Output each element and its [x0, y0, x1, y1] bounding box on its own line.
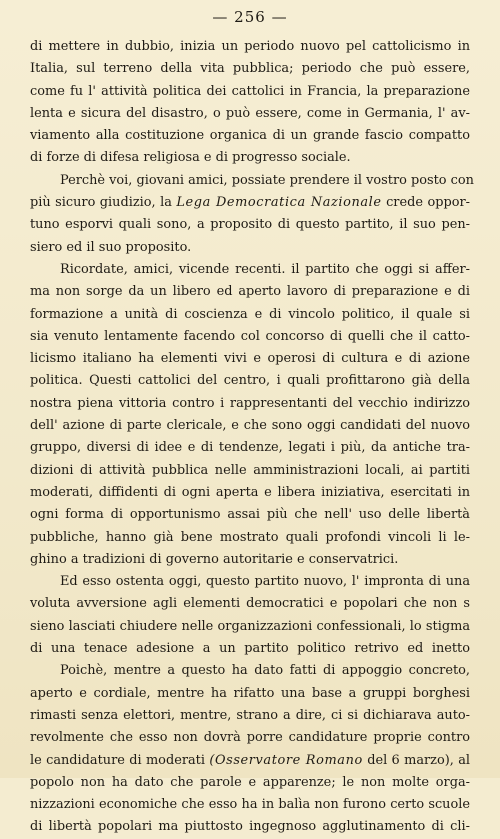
text-line: aperto e cordiale, mentre ha rifatto una base a gruppi borghesi: [30, 685, 470, 701]
italic-title: Lega Democratica Nazionale: [176, 195, 382, 211]
text-line: dizioni di attività pubblica nelle amministrazioni locali, ai partiti: [30, 462, 470, 478]
page-number: — 256 —: [212, 8, 288, 26]
text-line: come fu l' attività politica dei cattolici in Francia, la preparazione: [30, 83, 470, 99]
text-line: [30, 192, 470, 214]
text-line: Poichè, mentre a questo ha dato fatti di appoggio concreto,: [60, 663, 470, 679]
text-line: Ed esso ostenta oggi, questo partito nuovo, l' impronta di una: [60, 574, 470, 590]
text-line: popolo non ha dato che parole e apparenze; le non molte orga-: [30, 774, 470, 790]
body-text: [30, 36, 474, 839]
text-line: viamento alla costituzione organica di un grande fascio compatto: [30, 128, 470, 144]
text-line: siero ed il suo proposito.: [30, 239, 192, 255]
text-line: Italia, sul terreno della vita pubblica; periodo che può essere,: [30, 61, 470, 77]
text-line: pubbliche, hanno già bene mostrato quali profondi vincoli li le-: [30, 529, 470, 545]
text-line: tuno esporvi quali sono, a proposito di questo partito, il suo pen-: [30, 217, 470, 233]
text-line: ogni forma di opportunismo assai più che nell' uso delle libertà: [30, 507, 470, 523]
text-line: Ricordate, amici, vicende recenti. il partito che oggi si affer-: [60, 261, 470, 277]
text-line: rimasti senza elettori, mentre, strano a dire, ci si dichiarava auto-: [30, 707, 470, 723]
text-span: le candidature di moderati: [30, 752, 210, 768]
text-line: di forze di difesa religiosa e di progresso sociale.: [30, 150, 351, 166]
text-span: più sicuro giudizio, la: [30, 195, 177, 211]
text-line: [30, 750, 470, 772]
text-line: Perchè voi, giovani amici, possiate prendere il vostro posto con: [60, 172, 474, 188]
text-line: dell' azione di parte clericale, e che sono oggi candidati del nuovo: [30, 418, 470, 434]
text-line: ma non sorge da un libero ed aperto lavoro di preparazione e di: [30, 284, 470, 300]
text-line: nizzazioni economiche che esso ha in balìa non furono certo scuole: [30, 797, 470, 813]
text-line: nostra piena vittoria contro i rappresentanti del vecchio indirizzo: [30, 395, 470, 411]
text-line: di una tenace adesione a un partito politico retrivo ed inetto: [30, 641, 470, 657]
text-line: licismo italiano ha elementi vivi e operosi di cultura e di azione: [30, 351, 470, 367]
text-line: di mettere in dubbio, inizia un periodo nuovo pel cattolicismo in: [30, 39, 470, 54]
text-line: lenta e sicura del disastro, o può essere, come in Germania, l' av-: [30, 105, 470, 121]
text-line: ghino a tradizioni di governo autoritarie e conservatrici.: [30, 551, 399, 567]
text-line: gruppo, diversi di idee e di tendenze, legati i più, da antiche tra-: [30, 440, 470, 456]
text-line: moderati, diffidenti di ogni aperta e libera iniziativa, esercitati in: [30, 484, 470, 500]
text-line: di libertà popolari ma piuttosto ingegnoso agglutinamento di cli-: [30, 819, 470, 835]
text-span: del 6 marzo), al: [362, 752, 470, 768]
text-line: revolmente che esso non dovrà porre candidature proprie contro: [30, 730, 470, 746]
italic-citation: (Osservatore Romano: [209, 752, 363, 768]
text-line: politica. Questi cattolici del centro, i quali profittarono già della: [30, 373, 470, 389]
text-line: sieno lasciati chiudere nelle organizzazioni confessionali, lo stigma: [30, 618, 470, 634]
text-line: sia venuto lentamente facendo col concorso di quelli che il catto-: [30, 328, 470, 344]
text-line: voluta avversione agli elementi democratici e popolari che non s: [30, 596, 470, 612]
text-span: crede oppor-: [381, 195, 470, 211]
text-line: formazione a unità di coscienza e di vincolo politico, il quale si: [30, 306, 470, 322]
